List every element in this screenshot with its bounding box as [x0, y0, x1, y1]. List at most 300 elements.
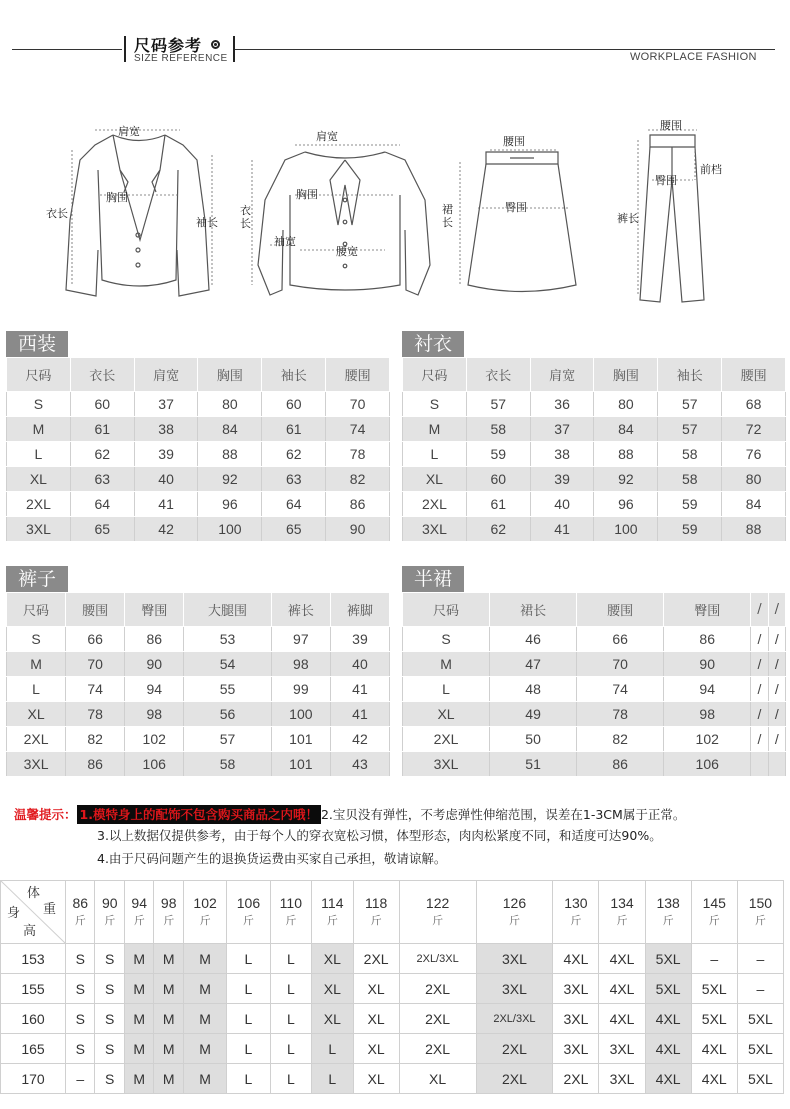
size-cell: S [66, 1034, 95, 1064]
weight-column-header [737, 881, 783, 944]
shirt-sketch [258, 152, 430, 295]
pants-table-grid [6, 592, 390, 777]
size-cell: XL [353, 974, 399, 1004]
size-cell: S [95, 1004, 124, 1034]
size-cell: L [270, 1064, 311, 1094]
table-cell: 101 [271, 727, 330, 752]
table-cell: 66 [66, 627, 125, 652]
weight-value: 106 [236, 895, 261, 911]
pants-rise-label: 前档 [700, 163, 722, 176]
skirt-size-table [402, 566, 786, 777]
table-cell: / [751, 652, 768, 677]
notes-section [14, 804, 784, 866]
size-cell: L [227, 944, 270, 974]
table-cell: 102 [664, 727, 751, 752]
weight-unit: 斤 [754, 914, 766, 927]
header-rule-right [235, 49, 775, 50]
suit-size-table [6, 331, 390, 542]
table-cell: 88 [722, 517, 786, 542]
table-cell: 74 [66, 677, 125, 702]
table-cell: 62 [70, 442, 134, 467]
weight-unit: 斤 [708, 914, 720, 927]
size-cell: 2XL [399, 1034, 476, 1064]
height-row [1, 1064, 784, 1094]
page-header [0, 0, 790, 80]
weight-column-header [154, 881, 183, 944]
corner-cell [1, 881, 66, 944]
table-cell: 90 [125, 652, 184, 677]
table-cell: 57 [658, 392, 722, 417]
table-cell: 64 [262, 492, 326, 517]
size-cell: 3XL [553, 1004, 599, 1034]
size-cell: M [154, 1034, 183, 1064]
table-cell: 86 [577, 752, 664, 777]
size-cell: L [312, 1064, 353, 1094]
skirt-table-title: 半裙 [402, 566, 464, 592]
size-cell: 2XL/3XL [476, 1004, 553, 1034]
weight-value: 114 [321, 895, 344, 911]
table-cell: 63 [70, 467, 134, 492]
shirt-shoulder-label: 肩宽 [316, 130, 338, 143]
column-header: 尺码 [403, 593, 490, 627]
weight-column-header [599, 881, 645, 944]
table-cell: / [768, 627, 785, 652]
table-cell: 3XL [7, 752, 66, 777]
table-cell: 46 [490, 627, 577, 652]
column-header: 臀围 [664, 593, 751, 627]
size-cell: M [183, 974, 226, 1004]
size-cell: 4XL [691, 1034, 737, 1064]
table-cell: 88 [594, 442, 658, 467]
table-cell: / [751, 627, 768, 652]
table-cell: 65 [262, 517, 326, 542]
table-row [7, 752, 390, 777]
size-cell: 2XL [476, 1034, 553, 1064]
column-header: 腰围 [66, 593, 125, 627]
size-cell: – [737, 974, 783, 1004]
table-cell: 49 [490, 702, 577, 727]
size-cell: L [270, 974, 311, 1004]
table-cell: 90 [664, 652, 751, 677]
table-cell: 3XL [7, 517, 71, 542]
table-cell: / [768, 727, 785, 752]
table-cell: S [403, 392, 467, 417]
table-cell: / [751, 677, 768, 702]
weight-value: 150 [748, 895, 773, 911]
shirt-size-table [402, 331, 786, 542]
weight-unit: 斤 [285, 914, 297, 927]
weight-unit: 斤 [432, 914, 444, 927]
table-cell: 3XL [403, 752, 490, 777]
column-header: 肩宽 [134, 358, 198, 392]
corner-height-2: 高 [23, 924, 37, 939]
table-cell: 51 [490, 752, 577, 777]
weight-value: 94 [131, 895, 147, 911]
table-cell: 57 [466, 392, 530, 417]
size-cell: M [124, 1004, 153, 1034]
weight-value: 138 [656, 895, 680, 911]
suit-length-label: 衣长 [46, 207, 68, 220]
table-cell: 41 [330, 677, 389, 702]
table-cell: 62 [262, 442, 326, 467]
suit-table-title: 西装 [6, 331, 68, 357]
header-rule-left [12, 49, 122, 50]
table-row [7, 727, 390, 752]
column-header: 衣长 [466, 358, 530, 392]
size-cell: 3XL [476, 974, 553, 1004]
table-row [403, 677, 786, 702]
table-cell: 61 [262, 417, 326, 442]
page-subtitle: SIZE REFERENCE [134, 53, 228, 64]
table-cell: 57 [658, 417, 722, 442]
table-cell: 60 [466, 467, 530, 492]
table-cell: 40 [134, 467, 198, 492]
size-cell: M [154, 944, 183, 974]
size-cell: M [124, 974, 153, 1004]
table-cell: 82 [66, 727, 125, 752]
table-cell: 70 [577, 652, 664, 677]
table-cell: S [403, 627, 490, 652]
size-cell: XL [353, 1004, 399, 1034]
table-cell: 54 [184, 652, 272, 677]
table-header-row [7, 593, 390, 627]
table-cell: 64 [70, 492, 134, 517]
shirt-length-label: 衣长 [240, 204, 251, 230]
weight-column-header [553, 881, 599, 944]
size-cell: 4XL [691, 1064, 737, 1094]
table-cell: 102 [125, 727, 184, 752]
table-cell: 42 [134, 517, 198, 542]
table-cell: M [403, 652, 490, 677]
table-cell: 59 [466, 442, 530, 467]
page-title: 尺码参考 [134, 36, 203, 55]
table-cell: 41 [134, 492, 198, 517]
suit-jacket-sketch [66, 135, 209, 296]
table-row [7, 417, 390, 442]
size-cell: 4XL [645, 1064, 691, 1094]
table-cell: 68 [722, 392, 786, 417]
table-cell: 43 [330, 752, 389, 777]
table-cell: 37 [530, 417, 594, 442]
pants-hip-label: 臀围 [655, 174, 677, 187]
weight-unit: 斤 [662, 914, 674, 927]
table-cell: 38 [134, 417, 198, 442]
suit-shoulder-label: 肩宽 [118, 125, 140, 138]
size-cell: 5XL [737, 1064, 783, 1094]
column-header: 尺码 [7, 358, 71, 392]
column-header: 肩宽 [530, 358, 594, 392]
size-cell: S [66, 1004, 95, 1034]
shirt-table-title: 衬衣 [402, 331, 464, 357]
shirt-sleeve-width-label: 袖宽 [274, 235, 296, 248]
column-header: 裙长 [490, 593, 577, 627]
table-row [403, 652, 786, 677]
size-cell: XL [353, 1034, 399, 1064]
size-cell: 5XL [645, 944, 691, 974]
weight-value: 130 [564, 895, 588, 911]
size-cell: S [66, 944, 95, 974]
table-cell: 98 [664, 702, 751, 727]
table-cell: 60 [70, 392, 134, 417]
size-cell: 5XL [691, 974, 737, 1004]
size-cell: 4XL [553, 944, 599, 974]
height-weight-body [1, 944, 784, 1094]
height-row [1, 1004, 784, 1034]
height-value: 160 [1, 1004, 66, 1034]
table-row [7, 677, 390, 702]
table-cell: M [403, 417, 467, 442]
table-row [7, 652, 390, 677]
size-cell: M [154, 1064, 183, 1094]
table-cell: 106 [664, 752, 751, 777]
size-cell: L [227, 1034, 270, 1064]
weight-column-header [66, 881, 95, 944]
table-header-row [7, 358, 390, 392]
size-cell: M [183, 1064, 226, 1094]
table-cell: 40 [330, 652, 389, 677]
table-row [403, 492, 786, 517]
column-header: 胸围 [594, 358, 658, 392]
skirt-hip-label: 臀围 [505, 201, 527, 214]
suit-sleeve-label: 袖长 [196, 216, 218, 229]
shirt-chest-label: 胸围 [296, 188, 318, 201]
height-row [1, 944, 784, 974]
weight-column-header [353, 881, 399, 944]
skirt-sketch [468, 152, 576, 292]
table-cell: 66 [577, 627, 664, 652]
table-cell: 39 [134, 442, 198, 467]
table-cell: 61 [466, 492, 530, 517]
table-row [7, 442, 390, 467]
notes-line-1 [14, 804, 784, 826]
size-cell: 2XL/3XL [399, 944, 476, 974]
size-cell: M [154, 1004, 183, 1034]
table-cell [768, 752, 785, 777]
table-cell: 99 [271, 677, 330, 702]
size-cell: XL [312, 944, 353, 974]
weight-unit: 斤 [616, 914, 628, 927]
column-header: 大腿围 [184, 593, 272, 627]
table-cell: 42 [330, 727, 389, 752]
height-value: 155 [1, 974, 66, 1004]
size-cell: 2XL [399, 1004, 476, 1034]
table-cell: 88 [198, 442, 262, 467]
weight-unit: 斤 [370, 914, 382, 927]
table-cell: 86 [125, 627, 184, 652]
size-cell: M [124, 1034, 153, 1064]
weight-column-header [312, 881, 353, 944]
size-cell: L [270, 1034, 311, 1064]
table-cell: 96 [594, 492, 658, 517]
pants-table-title: 裤子 [6, 566, 68, 592]
table-cell: 78 [326, 442, 390, 467]
column-header: 袖长 [658, 358, 722, 392]
height-value: 153 [1, 944, 66, 974]
size-cell: 4XL [645, 1004, 691, 1034]
column-header: 腰围 [722, 358, 786, 392]
table-cell: 50 [490, 727, 577, 752]
size-cell: S [95, 944, 124, 974]
table-cell: 82 [577, 727, 664, 752]
size-cell: L [227, 1064, 270, 1094]
shirt-waist-label: 腰宽 [336, 245, 358, 258]
size-cell: L [270, 944, 311, 974]
table-cell: 59 [658, 517, 722, 542]
column-header: 腰围 [326, 358, 390, 392]
skirt-length-label: 裙长 [442, 203, 453, 229]
column-header: 胸围 [198, 358, 262, 392]
weight-unit: 斤 [104, 914, 116, 927]
table-row [403, 752, 786, 777]
table-cell: 76 [722, 442, 786, 467]
table-row [7, 467, 390, 492]
size-cell: 3XL [476, 944, 553, 974]
table-cell: M [7, 652, 66, 677]
table-row [7, 492, 390, 517]
table-cell: 101 [271, 752, 330, 777]
column-header: 尺码 [403, 358, 467, 392]
table-cell: 92 [594, 467, 658, 492]
size-cell: S [95, 1064, 124, 1094]
header-dot-icon [211, 40, 220, 49]
size-cell: L [227, 974, 270, 1004]
table-cell: 37 [134, 392, 198, 417]
size-cell: 5XL [737, 1004, 783, 1034]
table-cell: 80 [198, 392, 262, 417]
size-cell: S [66, 974, 95, 1004]
size-cell: XL [312, 1004, 353, 1034]
table-cell: 98 [125, 702, 184, 727]
table-cell: 57 [184, 727, 272, 752]
table-cell: 106 [125, 752, 184, 777]
table-cell: 78 [577, 702, 664, 727]
weight-value: 134 [610, 895, 634, 911]
table-row [7, 517, 390, 542]
size-cell: 2XL [476, 1064, 553, 1094]
size-cell: 5XL [737, 1034, 783, 1064]
table-cell: 38 [530, 442, 594, 467]
size-cell: S [95, 1034, 124, 1064]
header-bar-left [124, 36, 126, 62]
table-cell: / [768, 677, 785, 702]
notes-line-2: 2.宝贝没有弹性，不考虑弹性伸缩范围，误差在1-3CM属于正常。 [320, 807, 686, 822]
table-cell: 84 [198, 417, 262, 442]
size-cell: M [124, 1064, 153, 1094]
pants-length-label: 裤长 [617, 212, 639, 225]
table-cell: 58 [466, 417, 530, 442]
size-cell: M [183, 1004, 226, 1034]
table-cell: 53 [184, 627, 272, 652]
column-header: 臀围 [125, 593, 184, 627]
table-cell: 92 [198, 467, 262, 492]
notes-label: 温馨提示： [14, 807, 77, 822]
size-cell: S [95, 974, 124, 1004]
garment-diagrams [0, 100, 790, 320]
table-cell: 94 [664, 677, 751, 702]
table-cell: 86 [326, 492, 390, 517]
table-cell: 58 [184, 752, 272, 777]
table-cell: 59 [658, 492, 722, 517]
column-header: 袖长 [262, 358, 326, 392]
table-row [403, 517, 786, 542]
corner-weight-2: 重 [43, 902, 57, 917]
weight-column-header [183, 881, 226, 944]
table-cell: XL [403, 702, 490, 727]
weight-unit: 斤 [242, 914, 254, 927]
table-cell: 58 [658, 467, 722, 492]
table-row [7, 392, 390, 417]
table-row [403, 727, 786, 752]
table-cell: 41 [330, 702, 389, 727]
table-cell: 70 [326, 392, 390, 417]
table-cell: / [768, 702, 785, 727]
weight-value: 90 [101, 895, 118, 911]
table-cell: 62 [466, 517, 530, 542]
table-cell: 84 [594, 417, 658, 442]
weight-unit: 斤 [163, 914, 175, 927]
size-cell: 2XL [399, 974, 476, 1004]
notes-highlight: 1.模特身上的配饰不包含购买商品之内哦！ [77, 805, 321, 824]
pants-waist-label: 腰围 [660, 119, 682, 132]
table-cell: XL [403, 467, 467, 492]
table-cell: 48 [490, 677, 577, 702]
height-weight-chart [0, 880, 790, 1094]
size-cell: L [227, 1004, 270, 1034]
table-row [403, 392, 786, 417]
table-cell: 94 [125, 677, 184, 702]
size-cell: 4XL [599, 1004, 645, 1034]
height-row [1, 974, 784, 1004]
height-value: 165 [1, 1034, 66, 1064]
height-value: 170 [1, 1064, 66, 1094]
weight-value: 86 [72, 895, 89, 911]
table-cell: / [751, 702, 768, 727]
table-cell: 74 [326, 417, 390, 442]
table-header-row [403, 358, 786, 392]
size-cell: 3XL [599, 1064, 645, 1094]
table-cell: 78 [66, 702, 125, 727]
column-header: 衣长 [70, 358, 134, 392]
table-cell: L [7, 442, 71, 467]
table-cell: 39 [330, 627, 389, 652]
table-cell: 55 [184, 677, 272, 702]
table-cell: 56 [184, 702, 272, 727]
column-header: 尺码 [7, 593, 66, 627]
size-cell: – [691, 944, 737, 974]
size-cell: 2XL [353, 944, 399, 974]
table-row [403, 467, 786, 492]
table-cell: 3XL [403, 517, 467, 542]
size-cell: XL [399, 1064, 476, 1094]
table-cell: 97 [271, 627, 330, 652]
weight-value: 145 [702, 895, 726, 911]
table-row [7, 627, 390, 652]
table-cell: L [403, 677, 490, 702]
shirt-table-grid [402, 357, 786, 542]
column-header: 裤脚 [330, 593, 389, 627]
weight-header-row [1, 881, 784, 944]
skirt-table-grid [402, 592, 786, 777]
table-cell: M [7, 417, 71, 442]
size-cell: 3XL [553, 1034, 599, 1064]
table-cell: 36 [530, 392, 594, 417]
skirt-waist-label: 腰围 [503, 135, 525, 148]
table-cell: 70 [66, 652, 125, 677]
weight-value: 102 [193, 895, 217, 911]
size-cell: M [183, 944, 226, 974]
pants-size-table [6, 566, 390, 777]
size-cell: 4XL [645, 1034, 691, 1064]
